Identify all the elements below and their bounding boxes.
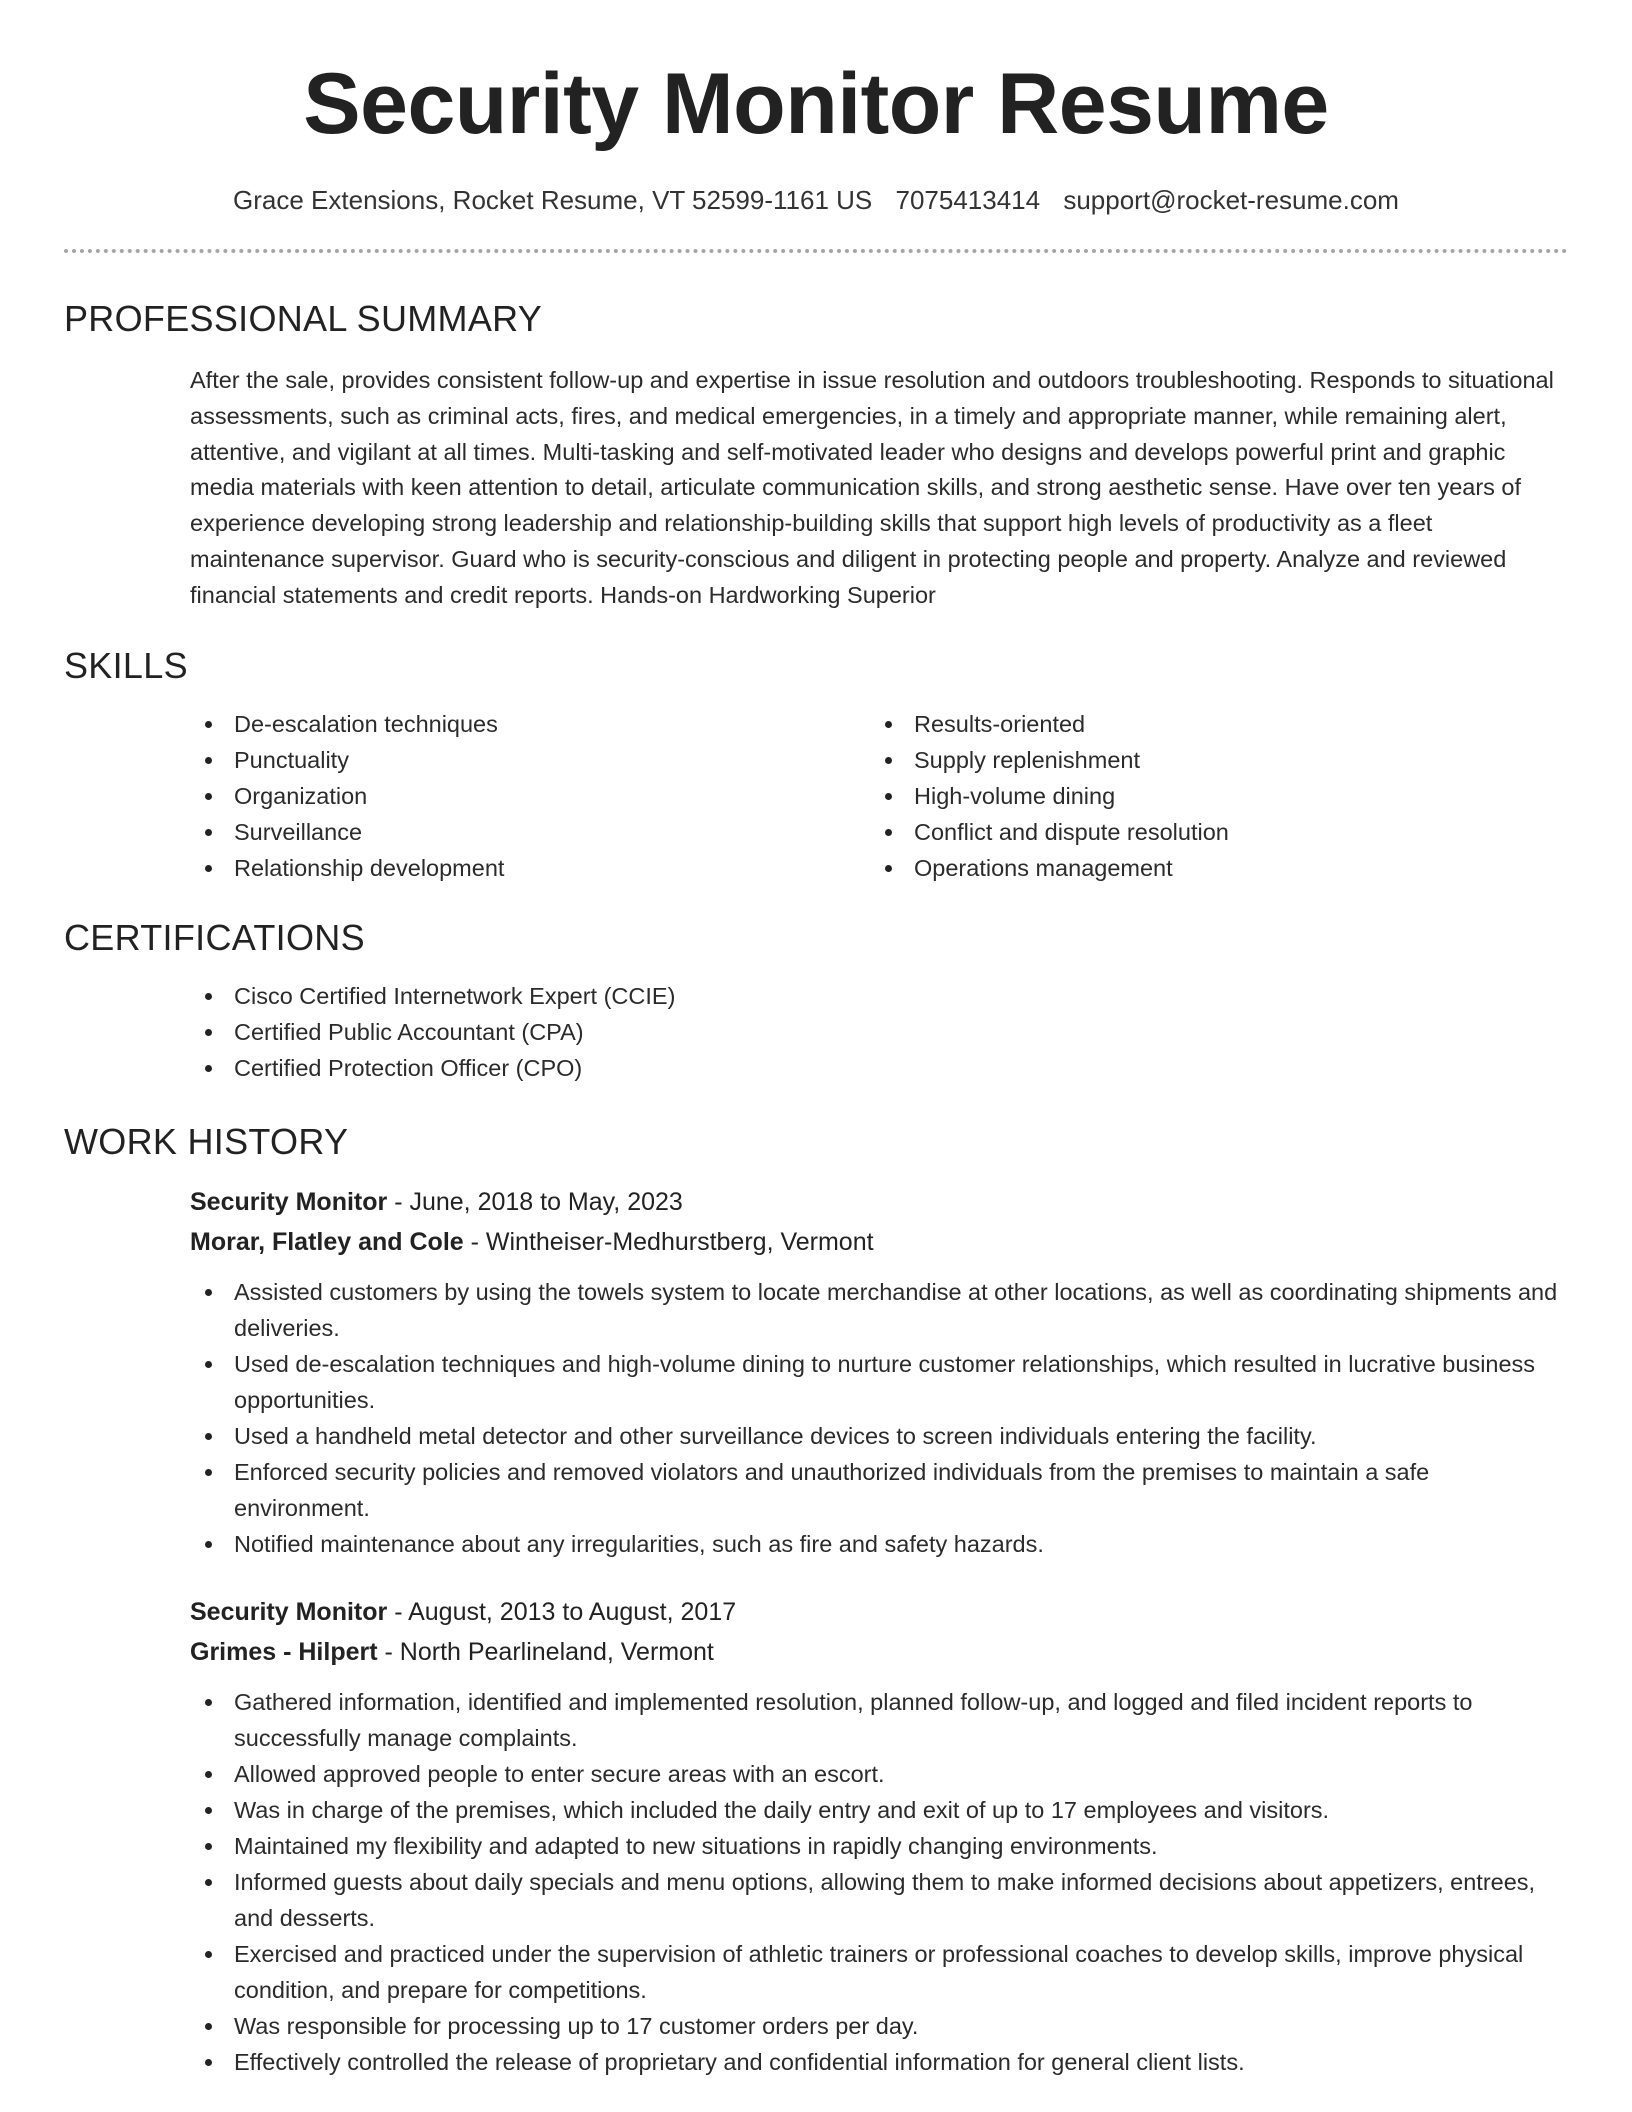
job-title-line bbox=[190, 1182, 1568, 1222]
resume-page bbox=[64, 0, 1568, 2080]
job-bullet: Enforced security policies and removed violators and unauthorized individuals from the premises to maintain a safe environment. bbox=[190, 1454, 1568, 1526]
job-company-line bbox=[190, 1222, 1568, 1262]
job-bullet: Was responsible for processing up to 17 customer orders per day. bbox=[190, 2008, 1568, 2044]
skill-item: Surveillance bbox=[190, 814, 870, 850]
skill-item: Operations management bbox=[870, 850, 1550, 886]
skill-item: Supply replenishment bbox=[870, 742, 1550, 778]
job-bullet: Notified maintenance about any irregularities, such as fire and safety hazards. bbox=[190, 1526, 1568, 1562]
job-bullet: Was in charge of the premises, which included the daily entry and exit of up to 17 employees and visitors. bbox=[190, 1792, 1568, 1828]
skill-item: Conflict and dispute resolution bbox=[870, 814, 1550, 850]
certification-item: Certified Protection Officer (CPO) bbox=[190, 1050, 1568, 1086]
job-entry bbox=[190, 1592, 1568, 2080]
skills-list bbox=[190, 706, 1568, 886]
job-title: Security Monitor bbox=[190, 1597, 388, 1626]
certification-item: Cisco Certified Internetwork Expert (CCIE) bbox=[190, 978, 1568, 1014]
header-divider bbox=[64, 249, 1568, 253]
job-bullet: Exercised and practiced under the supervision of athletic trainers or professional coaches to develop skills, improve physical condition, and prepare for competitions. bbox=[190, 1936, 1568, 2008]
certifications-heading: CERTIFICATIONS bbox=[64, 916, 365, 958]
job-entry bbox=[190, 1182, 1568, 1562]
work-history-section bbox=[64, 1120, 1568, 2080]
job-bullet: Assisted customers by using the towels system to locate merchandise at other locations, as well as coordinating shipments and deliveries. bbox=[190, 1274, 1568, 1346]
job-dates: - June, 2018 to May, 2023 bbox=[387, 1187, 683, 1216]
skill-item: Organization bbox=[190, 778, 870, 814]
job-bullets bbox=[190, 1274, 1568, 1562]
job-location: - North Pearlineland, Vermont bbox=[377, 1637, 714, 1666]
job-bullet: Used de-escalation techniques and high-volume dining to nurture customer relationships, which resulted in lucrative business opportunities. bbox=[190, 1346, 1568, 1418]
job-title: Security Monitor bbox=[190, 1187, 388, 1216]
job-company-line bbox=[190, 1632, 1568, 1672]
skills-right-column bbox=[870, 706, 1550, 886]
job-location: - Wintheiser-Medhurstberg, Vermont bbox=[463, 1227, 874, 1256]
job-bullets bbox=[190, 1684, 1568, 2080]
certifications-section bbox=[64, 916, 1568, 1086]
work-history-heading: WORK HISTORY bbox=[64, 1120, 349, 1162]
certifications-list bbox=[190, 978, 1568, 1086]
job-company: Grimes - Hilpert bbox=[190, 1637, 378, 1666]
summary-section bbox=[64, 297, 1568, 614]
contact-line bbox=[64, 184, 1568, 216]
job-company: Morar, Flatley and Cole bbox=[190, 1227, 464, 1256]
summary-text: After the sale, provides consistent follow-up and expertise in issue resolution and outdoors troubleshooting. Responds to situational assessments, such as criminal acts, fires, and medical emergencies, in a timely and appropriate manner, while remaining alert, attentive, and vigilant at all times. Multi-tasking and self-motivated leader who designs and develops powerful print and graphic media materials with keen attention to detail, articulate communication skills, and strong aesthetic sense. Have over ten years of experience developing strong leadership and relationship-building skills that support high levels of productivity as a fleet maintenance supervisor. Guard who is security-conscious and diligent in protecting people and property. Analyze and reviewed financial statements and credit reports. Hands-on Hardworking Superior bbox=[190, 367, 1554, 608]
job-bullet: Allowed approved people to enter secure areas with an escort. bbox=[190, 1756, 1568, 1792]
skills-section bbox=[64, 644, 1568, 886]
contact-address: Grace Extensions, Rocket Resume, VT 52599-1161 US bbox=[233, 185, 873, 215]
job-dates: - August, 2013 to August, 2017 bbox=[387, 1597, 737, 1626]
job-bullet: Gathered information, identified and implemented resolution, planned follow-up, and logged and filed incident reports to successfully manage complaints. bbox=[190, 1684, 1568, 1756]
skills-heading: SKILLS bbox=[64, 644, 188, 686]
resume-title: Security Monitor Resume bbox=[303, 56, 1329, 152]
job-bullet: Maintained my flexibility and adapted to new situations in rapidly changing environments. bbox=[190, 1828, 1568, 1864]
job-bullet: Effectively controlled the release of proprietary and confidential information for general client lists. bbox=[190, 2044, 1568, 2080]
job-bullet: Informed guests about daily specials and menu options, allowing them to make informed decisions about appetizers, entrees, and desserts. bbox=[190, 1864, 1568, 1936]
certification-item: Certified Public Accountant (CPA) bbox=[190, 1014, 1568, 1050]
skills-left-column bbox=[190, 706, 870, 886]
contact-phone: 7075413414 bbox=[895, 185, 1041, 215]
skill-item: De-escalation techniques bbox=[190, 706, 870, 742]
job-title-line bbox=[190, 1592, 1568, 1632]
job-bullet: Used a handheld metal detector and other surveillance devices to screen individuals entering the facility. bbox=[190, 1418, 1568, 1454]
skill-item: Relationship development bbox=[190, 850, 870, 886]
skill-item: High-volume dining bbox=[870, 778, 1550, 814]
summary-heading: PROFESSIONAL SUMMARY bbox=[64, 298, 543, 339]
contact-email: support@rocket-resume.com bbox=[1063, 185, 1399, 215]
skill-item: Punctuality bbox=[190, 742, 870, 778]
skill-item: Results-oriented bbox=[870, 706, 1550, 742]
